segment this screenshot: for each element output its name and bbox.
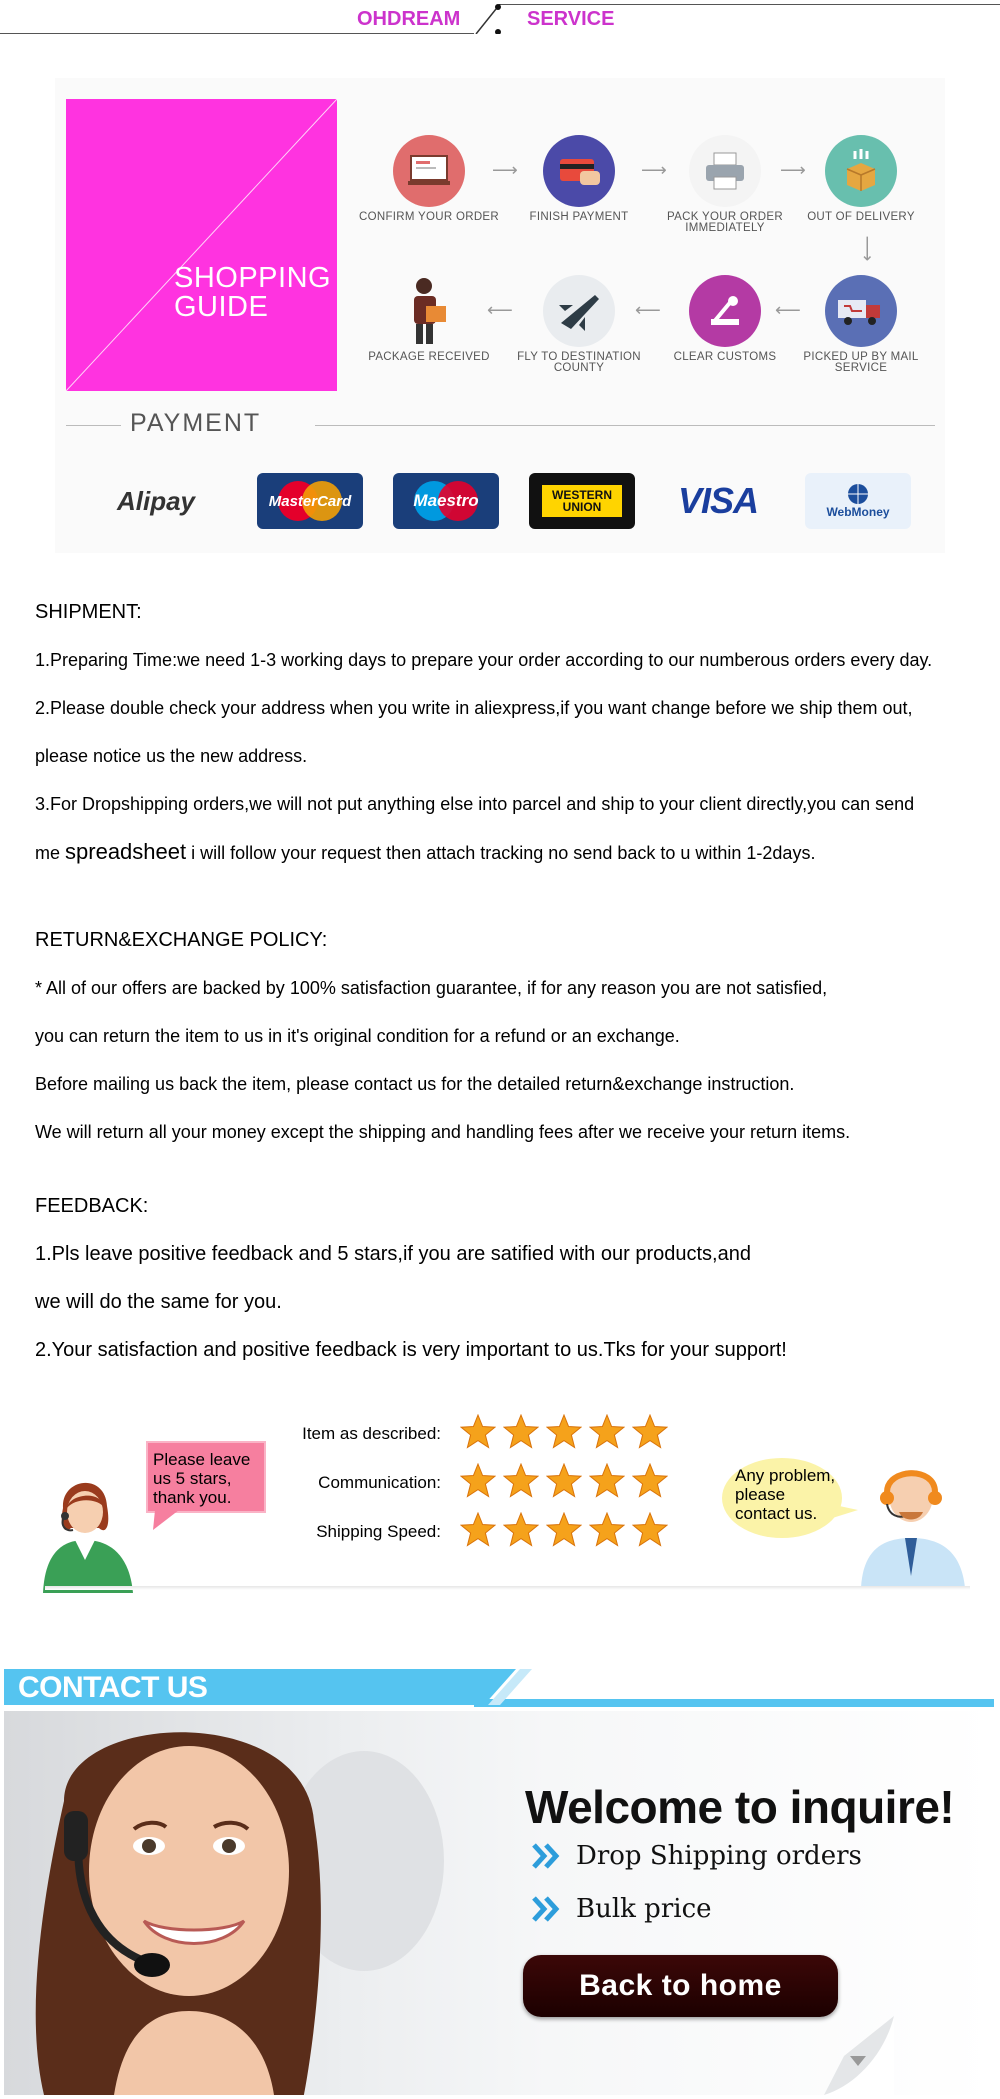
printer-icon bbox=[689, 135, 761, 207]
back-to-home-button[interactable]: Back to home bbox=[523, 1955, 838, 2017]
feedback-line-2: we will do the same for you. bbox=[35, 1291, 282, 1313]
bullet-drop-shipping: Drop Shipping orders bbox=[532, 1841, 862, 1871]
any-problem-bubble-text: Any problem, please contact us. bbox=[735, 1466, 836, 1523]
step-confirm-order: CONFIRM YOUR ORDER bbox=[359, 135, 499, 223]
arrow-left-icon: ⟵ bbox=[775, 300, 801, 320]
star-icon bbox=[503, 1414, 539, 1449]
return-policy-line-4: We will return all your money except the shipping and handling fees after we receive your return items. bbox=[35, 1122, 851, 1142]
header-rule-right bbox=[500, 4, 1000, 5]
male-operator-icon bbox=[855, 1456, 970, 1588]
step-pack-order: PACK YOUR ORDER IMMEDIATELY bbox=[655, 135, 795, 234]
arrow-left-icon: ⟵ bbox=[635, 300, 661, 320]
return-policy-heading: RETURN&EXCHANGE POLICY: bbox=[35, 929, 328, 951]
customs-icon bbox=[689, 275, 761, 347]
step-clear-customs: CLEAR CUSTOMS bbox=[655, 275, 795, 363]
shipment-line-1: 1.Preparing Time:we need 1-3 working days to prepare your order according to our numberous orders every day. bbox=[35, 650, 933, 670]
feedback-heading: FEEDBACK: bbox=[35, 1195, 149, 1217]
shopping-guide-tile bbox=[66, 99, 337, 391]
return-policy-line-3: Before mailing us back the item, please contact us for the detailed return&exchange instruction. bbox=[35, 1074, 795, 1094]
double-chevron-icon bbox=[532, 1843, 562, 1869]
rating-stars-item bbox=[460, 1414, 668, 1449]
shipment-line-3: please notice us the new address. bbox=[35, 746, 308, 766]
rating-label-item: Item as described: bbox=[302, 1424, 441, 1443]
star-icon bbox=[460, 1463, 496, 1498]
webmoney-logo: WebMoney bbox=[805, 473, 911, 529]
female-operator-icon bbox=[35, 1468, 145, 1593]
arrow-right-icon: ⟶ bbox=[641, 160, 667, 180]
spreadsheet-word: spreadsheet bbox=[65, 839, 187, 864]
western-union-logo: WESTERN UNION bbox=[529, 473, 635, 529]
rating-label-communication: Communication: bbox=[318, 1473, 441, 1492]
header-rule-left bbox=[0, 33, 474, 34]
star-icon bbox=[546, 1512, 582, 1547]
airplane-icon bbox=[543, 275, 615, 347]
credit-card-icon bbox=[543, 135, 615, 207]
star-icon bbox=[503, 1512, 539, 1547]
shipment-line-4: 3.For Dropshipping orders,we will not put anything else into parcel and ship to your client directly,you can send bbox=[35, 794, 915, 814]
star-icon bbox=[546, 1463, 582, 1498]
header-brand: OHDREAM bbox=[357, 8, 461, 30]
payment-rule-left bbox=[66, 425, 121, 426]
rating-banner bbox=[35, 1408, 970, 1588]
double-chevron-icon bbox=[532, 1896, 562, 1922]
rating-stars-shipping bbox=[460, 1512, 668, 1547]
service-header bbox=[0, 0, 1000, 40]
shopping-guide-title: SHOPPING GUIDE bbox=[174, 262, 332, 323]
step-finish-payment: FINISH PAYMENT bbox=[509, 135, 649, 223]
star-icon bbox=[632, 1463, 668, 1498]
shipment-line-2: 2.Please double check your address when you write in aliexpress,if you want change before we ship them out, bbox=[35, 698, 913, 718]
arrow-right-icon: ⟶ bbox=[780, 160, 806, 180]
star-icon bbox=[503, 1463, 539, 1498]
star-icon bbox=[632, 1414, 668, 1449]
welcome-heading: Welcome to inquire! bbox=[525, 1781, 955, 1833]
bullet-bulk-price: Bulk price bbox=[532, 1894, 712, 1924]
arrow-down-icon: ⟶ bbox=[857, 235, 878, 262]
box-icon bbox=[825, 135, 897, 207]
step-out-of-delivery: OUT OF DELIVERY bbox=[791, 135, 931, 223]
shopping-guide-banner bbox=[55, 78, 945, 553]
shipment-line-5: me spreadsheet i will follow your request then attach tracking no send back to u within 1-2days. bbox=[35, 839, 816, 864]
star-icon bbox=[589, 1463, 625, 1498]
maestro-logo: Maestro bbox=[393, 473, 499, 529]
shipment-heading: SHIPMENT: bbox=[35, 601, 142, 623]
return-policy-line-2: you can return the item to us in it's original condition for a refund or an exchange. bbox=[35, 1026, 680, 1046]
diagonal-line-icon bbox=[66, 99, 337, 391]
rating-base-shadow bbox=[45, 1586, 970, 1590]
star-icon bbox=[460, 1512, 496, 1547]
rating-stars-communication bbox=[460, 1463, 668, 1498]
laptop-order-icon bbox=[393, 135, 465, 207]
alipay-logo: Alipay bbox=[116, 485, 196, 516]
page-curl-icon bbox=[824, 2016, 894, 2095]
arrow-right-icon: ⟶ bbox=[492, 160, 518, 180]
arrow-left-icon: ⟵ bbox=[487, 300, 513, 320]
star-icon bbox=[546, 1414, 582, 1449]
support-woman-icon bbox=[4, 1711, 474, 2095]
rating-label-shipping: Shipping Speed: bbox=[316, 1522, 441, 1541]
step-fly-destination: FLY TO DESTINATION COUNTY bbox=[509, 275, 649, 374]
person-box-icon bbox=[393, 275, 465, 347]
header-slash-icon bbox=[474, 4, 502, 34]
star-icon bbox=[632, 1512, 668, 1547]
star-icon bbox=[460, 1414, 496, 1449]
feedback-line-3: 2.Your satisfaction and positive feedback is very important to us.Tks for your support! bbox=[35, 1339, 787, 1361]
payment-title: PAYMENT bbox=[130, 409, 262, 437]
header-service: SERVICE bbox=[527, 8, 615, 30]
star-icon bbox=[589, 1512, 625, 1547]
globe-icon bbox=[847, 483, 869, 505]
star-icon bbox=[589, 1414, 625, 1449]
contact-us-title: CONTACT US bbox=[18, 1671, 208, 1704]
contact-us-banner bbox=[4, 1665, 994, 2095]
visa-logo: VISA bbox=[677, 480, 759, 521]
leave-stars-bubble-text: Please leave us 5 stars, thank you. bbox=[153, 1450, 251, 1507]
step-picked-up: PICKED UP BY MAIL SERVICE bbox=[791, 275, 931, 374]
payment-rule-right bbox=[315, 425, 935, 426]
mastercard-logo: MasterCard bbox=[257, 473, 363, 529]
truck-icon bbox=[825, 275, 897, 347]
operator-photo bbox=[4, 1711, 994, 2095]
step-package-received: PACKAGE RECEIVED bbox=[359, 275, 499, 363]
feedback-line-1: 1.Pls leave positive feedback and 5 stars,if you are satified with our products,and bbox=[35, 1243, 751, 1265]
return-policy-line-1: * All of our offers are backed by 100% satisfaction guarantee, if for any reason you are not satisfied, bbox=[35, 978, 828, 998]
